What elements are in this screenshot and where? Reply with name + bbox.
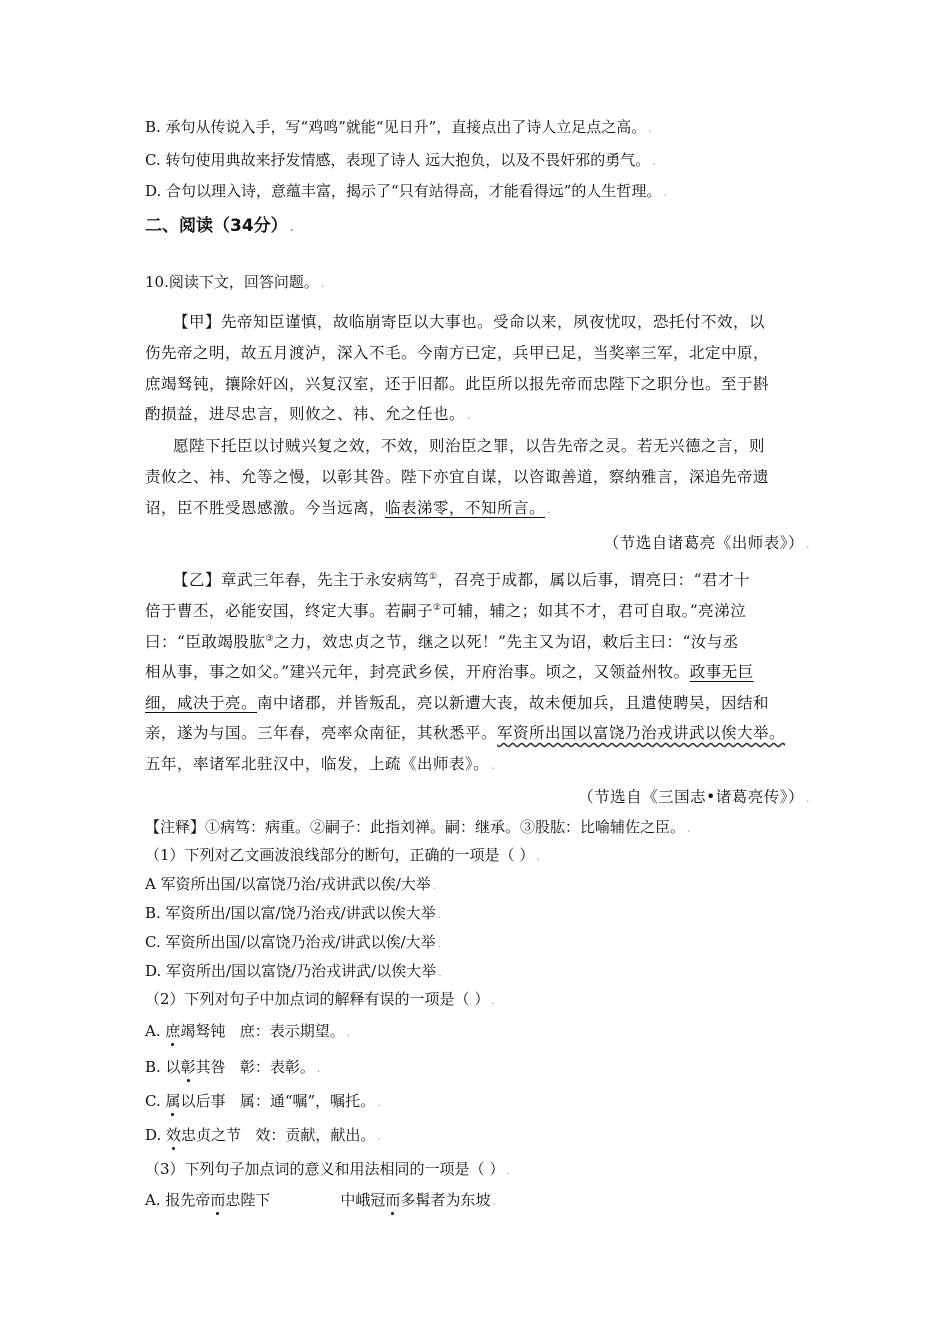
dotted-char: 庶 — [165, 1022, 181, 1040]
note-marker: ③ — [265, 633, 275, 644]
jia-line: 责攸之、祎、允等之慢，以彰其咎。陛下亦宜自谋，以咨诹善道，察纳雅言，深追先帝遗 — [145, 468, 770, 486]
yi-line: 曰：“臣敢竭股肱③之力，效忠贞之节，继之以死！”先主又为诏，敕后主曰：“汝与丞 — [145, 633, 739, 651]
sub1-stem: （1）下列对乙文画波浪线部分的断句，正确的一项是（ ） . — [145, 846, 540, 864]
underlined-phrase: 临表涕零，不知所言。 — [385, 499, 546, 517]
dotted-char: 彰 — [180, 1058, 196, 1076]
jia-line: 愿陛下托臣以讨贼兴复之效，不效，则治臣之罪，以告先帝之灵。若无兴德之言，则 — [173, 437, 766, 455]
dotted-char: 属 — [165, 1092, 181, 1110]
underlined-phrase: 细，咸决于亮。 — [145, 694, 258, 712]
sub1-option-d: D. 军资所出/国以富饶/乃治戎讲武/以俟大举 . — [145, 962, 442, 980]
yi-line: 倍于曹丕，必能安国，终定大事。若嗣子②可辅，辅之；如其不才，君可自取。”亮涕泣 — [145, 602, 747, 620]
sub2-option-a: A. 庶竭驽钝 庶：表示期望。 . — [145, 1022, 351, 1040]
sub1-option-b: B. 军资所出/国以富/饶乃治戎/讲武以俟大举 . — [145, 904, 442, 922]
note-marker: ② — [433, 602, 442, 613]
yi-line: 亲，遂为与国。三年春，亮率众南征，其秋悉平。军资所出国以富饶乃治戎讲武以俟大举。 — [145, 724, 786, 742]
sub2-option-b: B. 以彰其咎 彰：表彰。 . — [145, 1058, 321, 1076]
q9-option-c: C. 转句使用典故来抒发情感，表现了诗人 远大抱负，以及不畏奸邪的勇气。 . — [145, 151, 656, 169]
yi-line: 细，咸决于亮。南中诸郡，并皆叛乱，亮以新遭大丧，故未便加兵，且遣使聘吴，因结和 — [145, 694, 770, 712]
wavy-underlined-sentence: 军资所出国以富饶乃治戎讲武以俟大举。 — [497, 724, 786, 742]
jia-line: 【甲】先帝知臣谨慎，故临崩寄臣以大事也。受命以来，夙夜忧叹，恐托付不效，以 — [173, 313, 766, 331]
annotation-notes: 【注释】①病笃：病重。②嗣子：此指刘禅。嗣：继承。③股肱：比喻辅佐之臣。 . — [145, 818, 691, 836]
underlined-phrase: 政事无巨 — [689, 663, 754, 681]
yi-line: 【乙】章武三年春，先主于永安病笃①，召亮于成都，属以后事，谓亮曰：“君才十 — [173, 571, 751, 589]
dotted-char: 效 — [166, 1126, 182, 1144]
sub1-option-c: C. 军资所出国/以富饶乃治戎/讲武以俟/大举 . — [145, 933, 442, 951]
sub2-option-d: D. 效忠贞之节 效：贡献，献出。 . — [145, 1126, 381, 1144]
yi-line: 五年，率诸军北驻汉中，临发，上疏《出师表》。 . — [145, 755, 496, 773]
dotted-char: 而 — [385, 1191, 401, 1209]
sub2-option-c: C. 属以后事 属：通“嘱”，嘱托。 . — [145, 1092, 381, 1110]
jia-line: 伤先帝之明，故五月渡泸，深入不毛。今南方已定，兵甲已足，当奖率三军，北定中原， — [145, 344, 770, 362]
yi-source: （节选自《三国志•诸葛亮传》） . — [578, 788, 810, 806]
sub2-stem: （2）下列对句子中加点词的解释有误的一项是（ ） . — [145, 990, 495, 1008]
q9-option-d: D. 合句以理入诗，意蕴丰富，揭示了“只有站得高，才能看得远”的人生哲理。 . — [145, 182, 667, 200]
sub1-option-a: A 军资所出国/以富饶乃治/戎讲武以俟/大举 . — [145, 875, 437, 893]
sub3-stem: （3）下列句子加点词的意义和用法相同的一项是（ ） . — [145, 1160, 510, 1178]
section-heading: 二、阅读（34分） . — [145, 216, 294, 236]
q10-prompt: 10.阅读下文，回答问题。 . — [145, 273, 325, 291]
q9-option-b: B. 承句从传说入手，写“鸡鸣”就能“见日升”，直接点出了诗人立足点之高。 . — [145, 118, 652, 136]
note-marker: ① — [429, 571, 438, 582]
jia-line: 酌损益，进尽忠言，则攸之、祎、允之任也。 . — [145, 405, 472, 423]
jia-line: 诏，臣不胜受恩感激。今当远离，临表涕零，不知所言。 . — [145, 499, 552, 517]
dotted-char: 而 — [210, 1191, 226, 1209]
sub3-option-a: A. 报先帝而忠陛下 中峨冠而多髯者为东坡 . — [145, 1191, 496, 1209]
jia-source: （节选自诸葛亮《出师表》） . — [603, 534, 810, 552]
yi-line: 相从事，事之如父。”建兴元年，封亮武乡侯，开府治事。顷之，又领益州牧。政事无巨 — [145, 663, 754, 681]
jia-line: 庶竭驽钝，攘除奸凶，兴复汉室，还于旧都。此臣所以报先帝而忠陛下之职分也。至于斟 — [145, 375, 770, 393]
